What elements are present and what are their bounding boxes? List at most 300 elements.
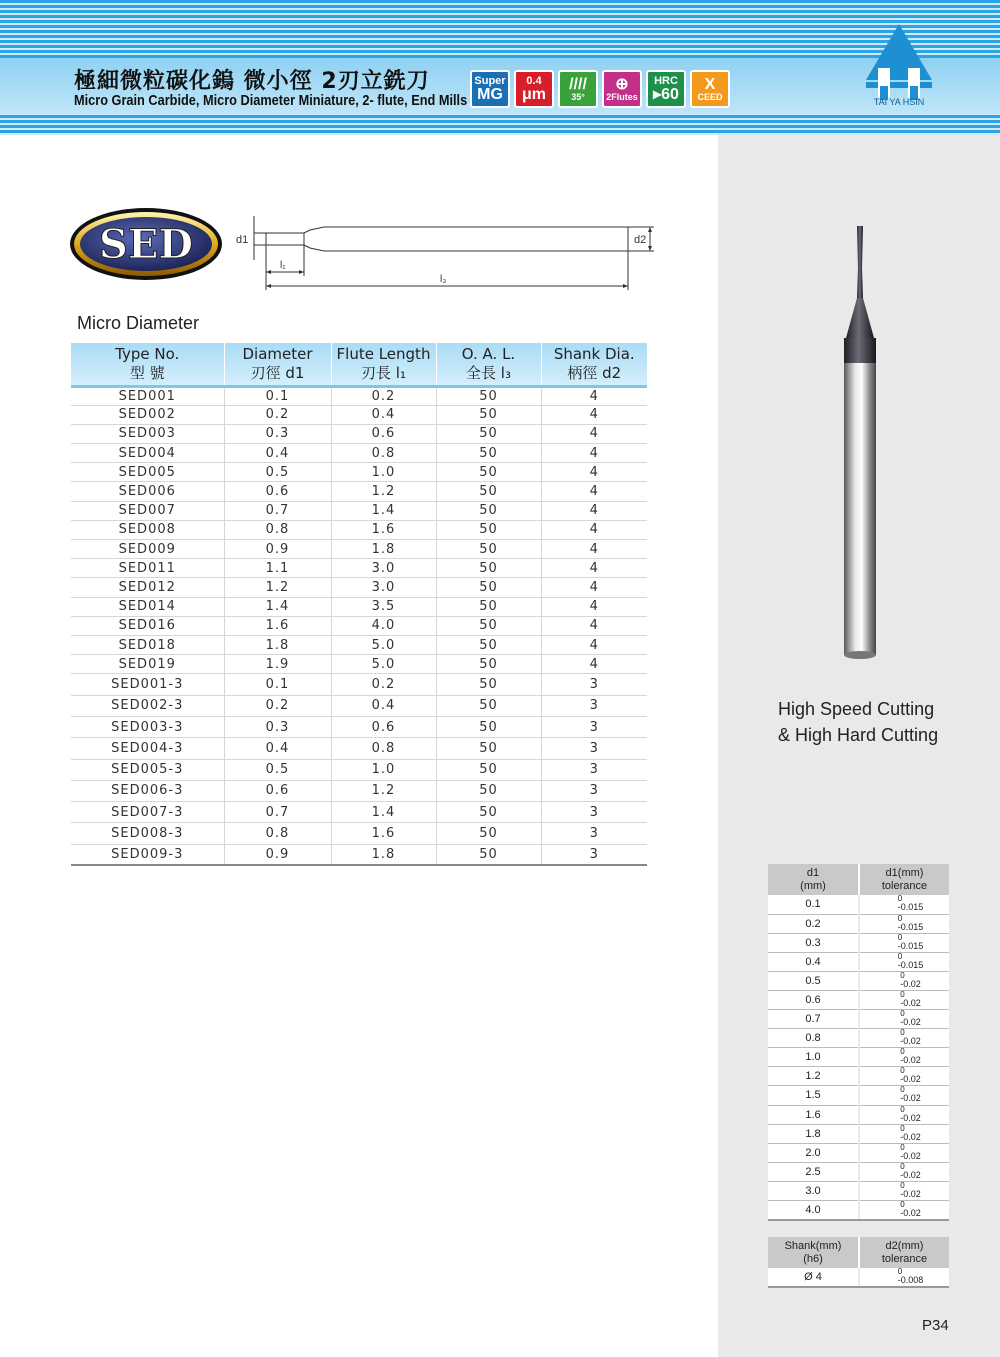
tolerance-value (900, 1086, 921, 1102)
tolerance-value-cell (859, 1010, 949, 1029)
tolerance-row (768, 1048, 949, 1067)
tolerance-upper: 0 (900, 970, 905, 980)
table-cell: 50 (436, 780, 541, 801)
table-cell: 1.0 (331, 759, 436, 780)
tolerance-size-cell: 0.6 (768, 990, 859, 1009)
tolerance-value-cell (859, 1067, 949, 1086)
spec-table-column-header (436, 343, 541, 386)
tolerance-row (768, 933, 949, 952)
table-row (71, 482, 647, 501)
table-cell: 50 (436, 405, 541, 424)
table-cell: 50 (436, 759, 541, 780)
badge-main-text: ⊕ (615, 75, 629, 93)
table-row (71, 559, 647, 578)
table-cell: 0.8 (224, 823, 331, 844)
header-line-1: Shank(mm) (784, 1239, 842, 1252)
table-row (71, 738, 647, 759)
tolerance-upper: 0 (897, 894, 903, 904)
table-cell: SED006 (71, 482, 224, 501)
diagram-label-d2: d2 (634, 234, 647, 246)
table-cell: 1.8 (224, 635, 331, 654)
table-row (71, 405, 647, 424)
tolerance-lower: -0.02 (900, 1112, 921, 1123)
tolerance-column-header (768, 1237, 859, 1268)
table-cell: 3.0 (331, 578, 436, 597)
table-row (71, 616, 647, 635)
tolerance-value (898, 895, 924, 911)
tolerance-upper: 0 (900, 1085, 905, 1095)
tolerance-lower: -0.02 (900, 1017, 921, 1028)
feature-badge (558, 70, 598, 108)
badge-top-text: HRC (654, 74, 678, 87)
table-row (71, 802, 647, 823)
tolerance-value (900, 1182, 921, 1198)
badge-top-text: Super (474, 74, 506, 87)
table-cell: 50 (436, 386, 541, 405)
table-cell: 3 (541, 738, 647, 759)
table-cell: 1.4 (331, 802, 436, 823)
tolerance-lower: -0.02 (900, 1036, 921, 1047)
table-cell: 0.8 (331, 444, 436, 463)
tolerance-row (768, 1124, 949, 1143)
tolerance-upper: 0 (900, 1047, 905, 1057)
tolerance-row (768, 1067, 949, 1086)
tolerance-value-cell (859, 933, 949, 952)
tolerance-lower: -0.02 (900, 1150, 921, 1161)
spec-table-column-header (331, 343, 436, 386)
badge-main-text: MG (477, 85, 503, 103)
tolerance-upper: 0 (897, 913, 903, 923)
spec-table (71, 343, 647, 866)
table-row (71, 444, 647, 463)
tolerance-upper: 0 (900, 1180, 905, 1190)
table-cell: 0.9 (224, 540, 331, 559)
table-cell: 0.6 (224, 780, 331, 801)
badge-bottom-text: 35° (571, 91, 585, 102)
table-cell: 50 (436, 738, 541, 759)
table-cell: SED007 (71, 501, 224, 520)
column-header-chinese: 刃長 l₁ (361, 363, 406, 382)
table-cell: 50 (436, 597, 541, 616)
tolerance-value-cell (859, 990, 949, 1009)
tolerance-lower: -0.02 (900, 1074, 921, 1085)
table-cell: SED006-3 (71, 780, 224, 801)
header-line-1: d1(mm) (885, 866, 924, 879)
tolerance-size-cell: 0.8 (768, 1029, 859, 1048)
tolerance-upper: 0 (900, 990, 905, 1000)
table-cell: 4 (541, 501, 647, 520)
tolerance-row (768, 1086, 949, 1105)
tolerance-value-cell (859, 1048, 949, 1067)
column-header-english: Diameter (242, 344, 313, 363)
tolerance-upper: 0 (900, 1104, 905, 1114)
tolerance-value-cell (859, 1162, 949, 1181)
table-cell: 1.8 (331, 844, 436, 865)
tolerance-value (900, 1201, 921, 1217)
table-cell: SED011 (71, 559, 224, 578)
tolerance-lower: -0.015 (897, 940, 924, 951)
table-cell: 1.4 (331, 501, 436, 520)
table-cell: SED007-3 (71, 802, 224, 823)
badge-main-text: //// (569, 75, 587, 93)
table-cell: 0.2 (331, 386, 436, 405)
table-cell: 0.3 (224, 424, 331, 443)
table-cell: SED003-3 (71, 716, 224, 737)
table-cell: SED016 (71, 616, 224, 635)
table-cell: 3 (541, 674, 647, 695)
slogan (778, 696, 938, 748)
tolerance-value-cell (859, 1201, 949, 1221)
table-cell: 0.9 (224, 844, 331, 865)
table-cell: SED018 (71, 635, 224, 654)
table-cell: 1.2 (331, 482, 436, 501)
table-cell: 50 (436, 520, 541, 539)
end-mill-dimension-diagram (232, 210, 662, 294)
feature-badge (514, 70, 554, 108)
table-cell: 1.2 (331, 780, 436, 801)
spec-table-body (71, 386, 647, 865)
feature-badge (602, 70, 642, 108)
table-row (71, 597, 647, 616)
badge-top-text: 0.4 (526, 74, 542, 87)
diagram-label-l3: l₃ (440, 274, 447, 285)
tolerance-row (768, 895, 949, 914)
tolerance-lower: -0.02 (900, 998, 921, 1009)
tolerance-size-cell: 1.5 (768, 1086, 859, 1105)
slogan-line-2: & High Hard Cutting (778, 725, 939, 745)
header-line-2: tolerance (881, 1252, 928, 1265)
tolerance-upper: 0 (900, 1161, 905, 1171)
table-cell: 3 (541, 802, 647, 823)
table-row (71, 844, 647, 865)
table-cell: 4 (541, 559, 647, 578)
tolerance-value (898, 934, 924, 950)
table-cell: 50 (436, 559, 541, 578)
table-row (71, 759, 647, 780)
tolerance-value (900, 1067, 921, 1083)
table-cell: 3 (541, 759, 647, 780)
tolerance-value-cell (859, 952, 949, 971)
diagram-label-l1: l₁ (280, 260, 286, 271)
tolerance-upper: 0 (900, 1142, 905, 1152)
feature-badge (470, 70, 510, 108)
section-title: Micro Diameter (77, 313, 200, 333)
tolerance-value-cell (859, 895, 949, 914)
table-cell: 0.6 (331, 716, 436, 737)
table-cell: 0.7 (224, 501, 331, 520)
table-cell: 0.6 (331, 424, 436, 443)
table-cell: 50 (436, 616, 541, 635)
badge-bottom-text: CEED (697, 91, 723, 102)
table-cell: 4 (541, 616, 647, 635)
tolerance-value-cell (859, 1029, 949, 1048)
table-cell: 0.8 (224, 520, 331, 539)
table-cell: 0.1 (224, 674, 331, 695)
d1-tolerance-header-row (768, 864, 949, 895)
tolerance-upper: 0 (900, 1028, 905, 1038)
table-cell: 0.4 (224, 738, 331, 759)
table-cell: 3 (541, 823, 647, 844)
table-cell: 50 (436, 540, 541, 559)
feature-badges (470, 70, 730, 108)
tolerance-upper: 0 (900, 1009, 905, 1019)
tolerance-lower: -0.02 (900, 1169, 921, 1180)
tolerance-column-header (768, 864, 859, 895)
tolerance-lower: -0.015 (897, 902, 924, 913)
table-cell: 1.4 (224, 597, 331, 616)
table-cell: 3 (541, 716, 647, 737)
header-line-2: (mm) (800, 879, 826, 892)
end-mill-photo-icon (832, 218, 888, 663)
table-cell: SED002 (71, 405, 224, 424)
diagram-label-d1: d1 (236, 234, 249, 246)
table-row (71, 823, 647, 844)
table-cell: SED008-3 (71, 823, 224, 844)
table-cell: SED012 (71, 578, 224, 597)
tolerance-value (898, 953, 924, 969)
badge-main-text: μm (521, 85, 546, 103)
spec-table-column-header (541, 343, 647, 386)
table-cell: SED009 (71, 540, 224, 559)
table-cell: SED004-3 (71, 738, 224, 759)
table-cell: SED002-3 (71, 695, 224, 716)
tolerance-value-cell (859, 1268, 949, 1287)
badge-main-text: ▸60 (653, 85, 679, 103)
tolerance-value (898, 1268, 924, 1284)
header-line-2: tolerance (881, 879, 928, 892)
tolerance-row (768, 1010, 949, 1029)
table-cell: 50 (436, 501, 541, 520)
table-row (71, 578, 647, 597)
tolerance-lower: -0.02 (900, 1055, 921, 1066)
table-cell: 50 (436, 823, 541, 844)
column-header-english: Shank Dia. (553, 344, 635, 363)
table-cell: 4 (541, 520, 647, 539)
table-cell: SED005-3 (71, 759, 224, 780)
tolerance-upper: 0 (900, 1200, 905, 1209)
table-cell: 5.0 (331, 635, 436, 654)
tolerance-lower: -0.02 (900, 1208, 921, 1218)
feature-badge (690, 70, 730, 108)
tolerance-value (900, 1106, 921, 1122)
tolerance-row (768, 1162, 949, 1181)
tolerance-lower: -0.008 (897, 1275, 924, 1286)
table-cell: 4 (541, 386, 647, 405)
table-cell: 50 (436, 444, 541, 463)
table-cell: 0.2 (224, 695, 331, 716)
tolerance-row (768, 1268, 949, 1287)
badge-bottom-text: 2Flutes (606, 91, 638, 102)
table-cell: SED003 (71, 424, 224, 443)
tolerance-value (900, 1029, 921, 1045)
table-cell: 4 (541, 405, 647, 424)
tolerance-row (768, 1181, 949, 1200)
table-cell: 1.0 (331, 463, 436, 482)
tolerance-size-cell: 1.2 (768, 1067, 859, 1086)
tolerance-size-cell: 4.0 (768, 1201, 859, 1221)
table-row (71, 424, 647, 443)
shank-tolerance-header-row (768, 1237, 949, 1268)
tolerance-value (900, 1163, 921, 1179)
d1-tolerance-table (768, 864, 949, 1221)
table-cell: 50 (436, 674, 541, 695)
spec-table-header-row (71, 343, 647, 386)
table-cell: 3.5 (331, 597, 436, 616)
header-line-1: d1 (806, 866, 820, 879)
table-cell: 4 (541, 597, 647, 616)
table-cell: 50 (436, 635, 541, 654)
table-row (71, 463, 647, 482)
table-cell: 1.1 (224, 559, 331, 578)
tolerance-row (768, 1201, 949, 1221)
tolerance-size-cell: 0.2 (768, 914, 859, 933)
table-cell: 1.8 (331, 540, 436, 559)
tolerance-row (768, 971, 949, 990)
spec-table-column-header (224, 343, 331, 386)
table-row (71, 635, 647, 654)
table-cell: 0.2 (331, 674, 436, 695)
table-cell: SED008 (71, 520, 224, 539)
table-cell: 5.0 (331, 655, 436, 674)
table-cell: 50 (436, 424, 541, 443)
tolerance-value (900, 1144, 921, 1160)
feature-badge (646, 70, 686, 108)
table-cell: 1.6 (331, 520, 436, 539)
table-cell: 1.9 (224, 655, 331, 674)
tolerance-value-cell (859, 1105, 949, 1124)
tolerance-value (898, 915, 924, 931)
table-cell: 1.2 (224, 578, 331, 597)
tolerance-size-cell: 0.1 (768, 895, 859, 914)
table-cell: 0.7 (224, 802, 331, 823)
tolerance-row (768, 1143, 949, 1162)
spec-table-column-header (71, 343, 224, 386)
table-cell: 0.8 (331, 738, 436, 759)
badge-main-text: X (704, 75, 716, 93)
table-cell: 4 (541, 540, 647, 559)
table-row (71, 655, 647, 674)
tolerance-lower: -0.02 (900, 1188, 921, 1199)
company-logo-text: TAI YA HSIN (873, 97, 925, 107)
tolerance-value-cell (859, 971, 949, 990)
tolerance-size-cell: 2.5 (768, 1162, 859, 1181)
tolerance-value-cell (859, 1086, 949, 1105)
tolerance-lower: -0.02 (900, 1131, 921, 1142)
tolerance-value (900, 1010, 921, 1026)
page-number: P34 (922, 1317, 949, 1334)
table-cell: 50 (436, 716, 541, 737)
table-cell: SED014 (71, 597, 224, 616)
tolerance-column-header (859, 1237, 949, 1268)
table-row (71, 520, 647, 539)
tolerance-size-cell: Ø 4 (768, 1268, 859, 1287)
tolerance-value-cell (859, 1124, 949, 1143)
column-header-chinese: 全長 l₃ (466, 363, 511, 382)
tolerance-value (900, 1048, 921, 1064)
sed-brand-text: SED (98, 221, 194, 268)
table-cell: 4.0 (331, 616, 436, 635)
table-cell: 4 (541, 444, 647, 463)
tolerance-row (768, 914, 949, 933)
table-cell: 50 (436, 463, 541, 482)
table-cell: 0.4 (224, 444, 331, 463)
tolerance-size-cell: 1.0 (768, 1048, 859, 1067)
tolerance-lower: -0.02 (900, 978, 921, 989)
tolerance-row (768, 1029, 949, 1048)
table-cell: 0.2 (224, 405, 331, 424)
tolerance-row (768, 952, 949, 971)
tolerance-value (900, 972, 921, 988)
tolerance-value-cell (859, 1143, 949, 1162)
table-cell: 0.5 (224, 463, 331, 482)
tolerance-size-cell: 1.6 (768, 1105, 859, 1124)
tolerance-value-cell (859, 1181, 949, 1200)
table-row (71, 716, 647, 737)
table-cell: 50 (436, 844, 541, 865)
header-line-1: d2(mm) (885, 1239, 924, 1252)
table-cell: 4 (541, 424, 647, 443)
tolerance-upper: 0 (900, 1123, 905, 1133)
tolerance-value (900, 1125, 921, 1141)
table-cell: 50 (436, 695, 541, 716)
table-cell: 0.4 (331, 405, 436, 424)
table-row (71, 386, 647, 405)
tolerance-column-header (859, 864, 949, 895)
tolerance-size-cell: 0.5 (768, 971, 859, 990)
table-cell: 0.4 (331, 695, 436, 716)
tolerance-value-cell (859, 914, 949, 933)
table-cell: SED019 (71, 655, 224, 674)
tolerance-lower: -0.015 (897, 921, 924, 932)
column-header-chinese: 刃徑 d1 (250, 363, 305, 382)
table-cell: 50 (436, 482, 541, 501)
tolerance-row (768, 1105, 949, 1124)
table-cell: 4 (541, 635, 647, 654)
header-line-2: (h6) (803, 1252, 823, 1265)
column-header-english: O. A. L. (461, 344, 516, 363)
table-row (71, 674, 647, 695)
table-cell: 0.5 (224, 759, 331, 780)
table-cell: 1.6 (331, 823, 436, 844)
table-cell: 50 (436, 655, 541, 674)
table-cell: 50 (436, 578, 541, 597)
table-cell: 3 (541, 780, 647, 801)
table-cell: 0.1 (224, 386, 331, 405)
table-cell: SED001-3 (71, 674, 224, 695)
sed-brand-logo (68, 206, 224, 282)
column-header-chinese: 柄徑 d2 (567, 363, 622, 382)
tolerance-value (900, 991, 921, 1007)
tolerance-upper: 0 (897, 951, 903, 961)
slogan-line-1: High Speed Cutting (778, 699, 935, 719)
tolerance-upper: 0 (897, 1267, 903, 1277)
tolerance-size-cell: 0.3 (768, 933, 859, 952)
tolerance-upper: 0 (900, 1066, 905, 1076)
tolerance-size-cell: 2.0 (768, 1143, 859, 1162)
tolerance-size-cell: 0.7 (768, 1010, 859, 1029)
table-cell: SED001 (71, 386, 224, 405)
table-cell: 3 (541, 844, 647, 865)
tolerance-size-cell: 0.4 (768, 952, 859, 971)
tolerance-lower: -0.015 (897, 959, 924, 970)
table-cell: 0.6 (224, 482, 331, 501)
table-cell: 4 (541, 655, 647, 674)
table-row (71, 695, 647, 716)
tolerance-lower: -0.02 (900, 1093, 921, 1104)
table-cell: 50 (436, 802, 541, 823)
table-cell: SED005 (71, 463, 224, 482)
table-cell: 3 (541, 695, 647, 716)
